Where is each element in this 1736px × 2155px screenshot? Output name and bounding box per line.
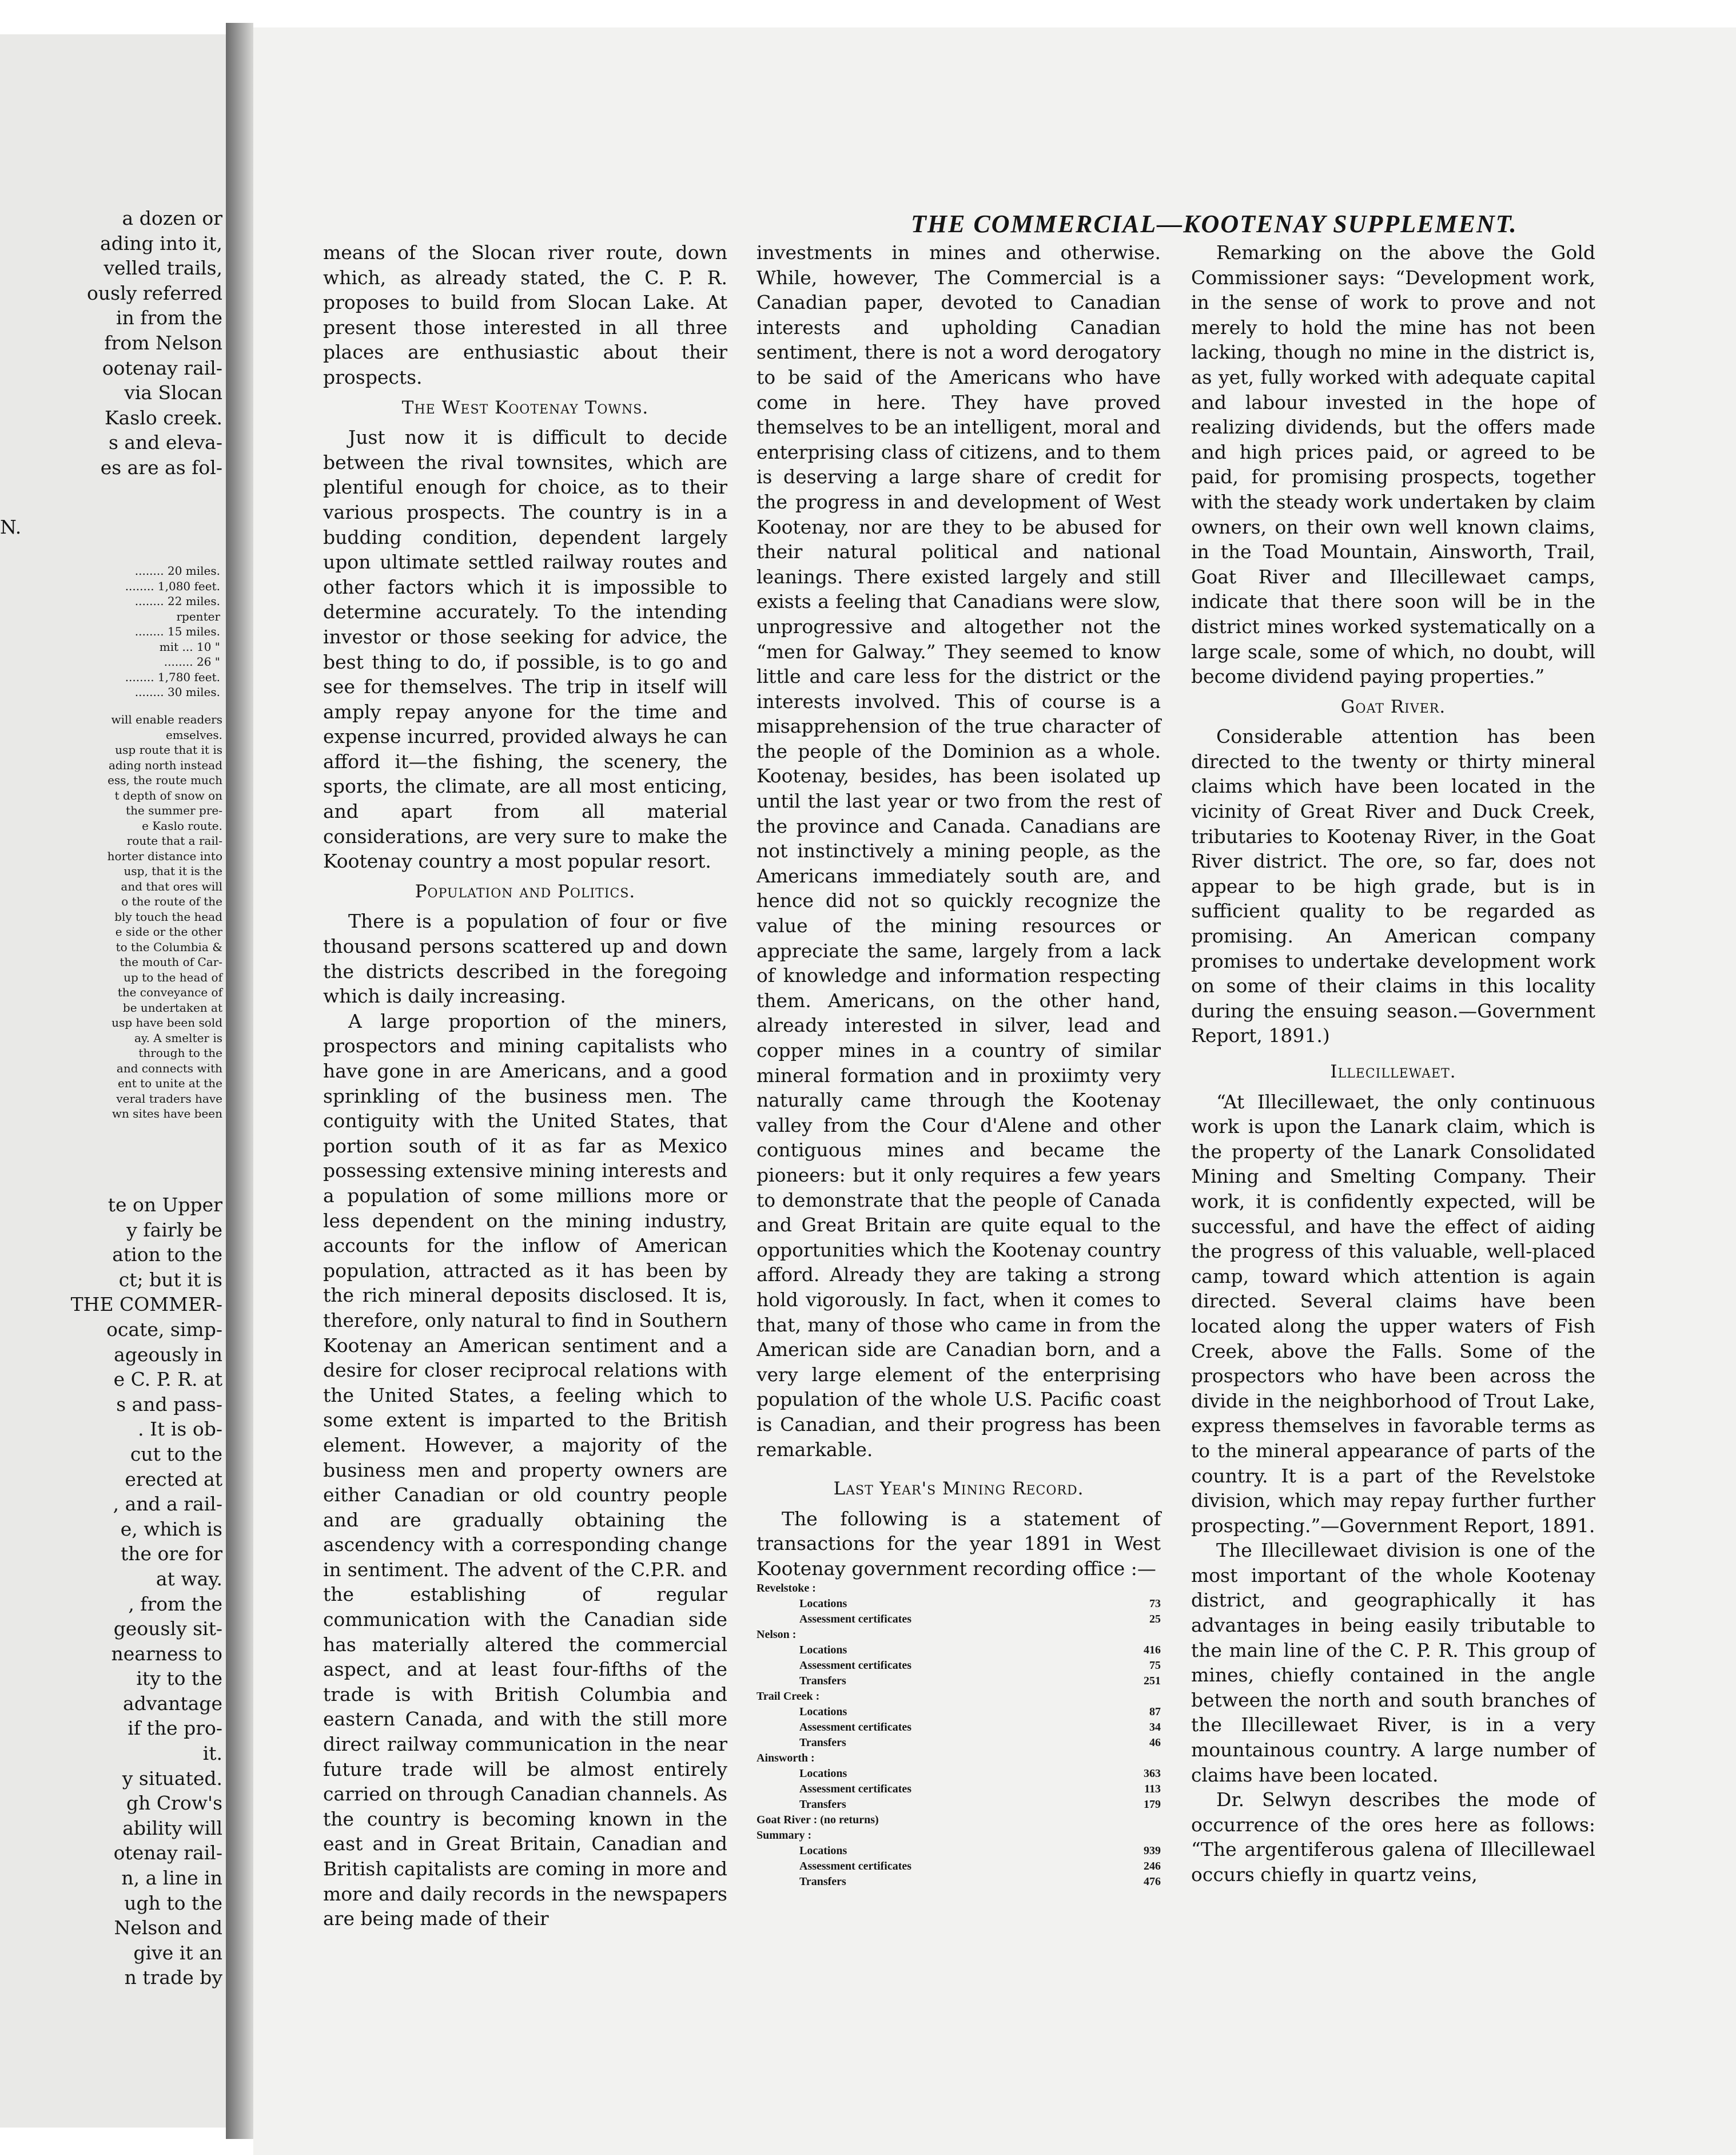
record-row (756, 1673, 1161, 1689)
left-distance-table (0, 563, 226, 700)
record-label: Assessment certificates (799, 1613, 912, 1626)
left-text-line: the mouth of Car- (120, 955, 222, 969)
left-text-line: ........ 30 miles. (134, 685, 220, 699)
record-value: 73 (1149, 1597, 1161, 1611)
left-top-column (0, 206, 226, 480)
left-text-line: , from the (128, 1592, 222, 1615)
column-3 (1191, 240, 1595, 1887)
record-label: Locations (799, 1597, 847, 1611)
left-text-line: ously referred (87, 281, 222, 304)
left-text-line: and connects with (116, 1061, 222, 1075)
left-text-line: through to the (138, 1046, 222, 1060)
record-value: 34 (1149, 1721, 1161, 1734)
heading-illecillewaet: Illecillewaet. (1330, 1061, 1456, 1082)
left-text-line: Kaslo creek. (105, 406, 222, 429)
record-group-row (756, 1627, 1161, 1643)
column-2 (756, 240, 1161, 1890)
left-text-line: ootenay rail- (102, 356, 222, 379)
col2-paragraph-2: The following is a statement of transactions for the year 1891 in West Kootenay government recording office :— (756, 1507, 1161, 1580)
left-text-line: . It is ob- (138, 1418, 222, 1441)
left-text-line: horter distance into (107, 849, 222, 863)
record-group-label: Ainsworth : (756, 1752, 815, 1765)
col1-paragraph-1: means of the Slocan river route, down which, as already stated, the C. P. R. proposes to build from Slocan Lake. At present those interested in all three places are enthusiastic about their prospects. (323, 241, 727, 388)
record-row (756, 1843, 1161, 1859)
heading-mining-record: Last Year's Mining Record. (833, 1478, 1084, 1500)
left-small-notes (0, 712, 226, 1122)
col3-paragraph-3: “At Illecillewaet, the only continuous work is upon the Lanark claim, which is the property of the Lanark Consolidated Mining and Smelting Company. Their work, it is confidently expected, will be successful, and have the effect of aiding the progress of this valuable, well-placed camp, toward which attention is again directed. Several claims have been located along the upper waters of Fish Creek, above the Falls. Some of the prospectors who have been across the divide in the neighborhood of Trout Lake, express themselves in favorable terms as to the mineral appearance of parts of the country. It is a part of the Revelstoke division, which may repay further further prospecting.”—Government Report, 1891. (1191, 1090, 1595, 1537)
left-text-line: the conveyance of (117, 985, 222, 999)
left-text-line: ity to the (136, 1667, 222, 1690)
left-text-line: , and a rail- (113, 1493, 222, 1516)
record-row (756, 1874, 1161, 1890)
record-group-label: Summary : (756, 1829, 812, 1842)
record-value: 476 (1144, 1875, 1161, 1888)
left-text-line: y fairly be (126, 1218, 222, 1241)
left-text-line: t depth of snow on (114, 788, 222, 802)
left-text-line: ........ 20 miles. (134, 564, 220, 578)
record-row (756, 1643, 1161, 1658)
left-text-line: n, a line in (121, 1867, 222, 1890)
heading-west-kootenay-towns: The West Kootenay Towns. (401, 397, 649, 418)
left-text-line: ageously in (114, 1343, 222, 1366)
left-text-line: wn sites have been (112, 1107, 222, 1120)
left-text-line: ess, the route much (107, 773, 222, 787)
record-row (756, 1735, 1161, 1751)
left-text-line: from Nelson (104, 331, 222, 354)
record-value: 113 (1144, 1783, 1161, 1796)
left-text-line: es are as fol- (100, 456, 222, 479)
left-text-line: via Slocan (124, 381, 222, 404)
left-text-line: n trade by (124, 1966, 222, 1989)
record-row (756, 1720, 1161, 1735)
left-text-line: ading into it, (100, 232, 222, 255)
record-value: 25 (1149, 1613, 1161, 1626)
record-label: Transfers (799, 1875, 846, 1888)
record-label: Assessment certificates (799, 1659, 912, 1672)
left-text-line: ocate, simp- (106, 1318, 222, 1341)
record-row (756, 1782, 1161, 1797)
left-text-line: te on Upper (107, 1194, 222, 1216)
left-text-line: the summer pre- (126, 804, 222, 817)
heading-population-politics: Population and Politics. (415, 881, 636, 902)
left-section-letter: N. (0, 516, 22, 538)
left-text-line: ability will (122, 1816, 222, 1839)
left-text-line: ........ 26 " (164, 655, 220, 669)
left-text-line: bly touch the head (114, 909, 222, 924)
left-text-line: ent to unite at the (117, 1076, 222, 1090)
record-group-row (756, 1828, 1161, 1843)
record-label: Locations (799, 1705, 847, 1719)
record-label: Assessment certificates (799, 1783, 912, 1796)
left-text-line: will enable readers (111, 713, 222, 726)
left-text-line: e C. P. R. at (113, 1368, 222, 1391)
left-text-line: ugh to the (124, 1891, 222, 1914)
page-header: THE COMMERCIAL—KOOTENAY SUPPLEMENT. (911, 210, 1518, 238)
record-value: 179 (1144, 1798, 1161, 1811)
column-1 (323, 240, 727, 1931)
col1-paragraph-4: A large proportion of the miners, prospectors and mining capitalists who have gone in are Americans, and a good sprinkling of the business men. The contiguity with the United States, that portion south of it as far as Mexico possessing extensive mining interests and a population of some millions more or less dependent on the mining industry, accounts for the inflow of American population, attracted as it has been by the rich mineral deposits disclosed. It is, therefore, only natural to find in Southern Kootenay an American sentiment and a desire for closer reciprocal relations with the United States, a feeling which to some extent is imparted to the British element. However, a majority of the business men and property owners are either Canadian or old country people and are gradually obtaining the ascendency with a corresponding change in sentiment. The advent of the C.P.R. and the establishing of regular communication with the Canadian side has materially altered the commercial aspect, and at least four-fifths of the trade is with British Columbia and eastern Canada, and with the still more direct railway communication in the near future trade will be almost entirely carried on through Canadian channels. As the country is becoming known in the east and in Great Britain, Canadian and British capitalists are coming in more and more and daily records in the newspapers are being made of their (323, 1009, 727, 1930)
left-text-line: at way. (156, 1567, 222, 1590)
main-page (253, 27, 1736, 2155)
col1-paragraph-3: There is a population of four or five thousand persons scattered up and down the districts described in the foregoing which is daily increasing. (323, 910, 727, 1008)
record-row (756, 1766, 1161, 1782)
left-text-line: e side or the other (115, 925, 222, 939)
record-group-label: Trail Creek : (756, 1690, 820, 1703)
record-label: Transfers (799, 1675, 846, 1688)
left-text-line: be undertaken at (122, 1000, 222, 1015)
left-text-line: if the pro- (128, 1717, 222, 1740)
record-row (756, 1612, 1161, 1627)
left-text-line: advantage (123, 1692, 222, 1715)
record-group-row (756, 1689, 1161, 1704)
left-text-line: rpenter (176, 609, 220, 623)
left-text-line: otenay rail- (113, 1842, 222, 1864)
col3-paragraph-2: Considerable attention has been directed to the twenty or thirty mineral claims which have been located in the vicinity of Great River and Duck Creek, tributaries to Kootenay River, in the Goat River district. The ore, so far, does not appear to be high grade, but is in sufficient quality to be regarded as promising. An American company promises to undertake development work on some of their claims in this locality during the ensuing season.—Government Report, 1891.) (1191, 725, 1595, 1047)
left-text-line: e Kaslo route. (142, 818, 222, 833)
record-group-label: Revelstoke : (756, 1582, 816, 1595)
left-page-fragment (0, 34, 226, 2128)
record-row (756, 1596, 1161, 1612)
left-text-line: Nelson and (114, 1917, 222, 1939)
left-text-line: erected at (125, 1468, 222, 1490)
left-text-line: ........ 1,780 feet. (125, 670, 220, 684)
record-label: Transfers (799, 1736, 846, 1750)
left-text-line: cut to the (130, 1442, 222, 1465)
record-value: 46 (1149, 1736, 1161, 1750)
left-text-line: s and pass- (116, 1393, 222, 1416)
record-label: Transfers (799, 1798, 846, 1811)
col3-paragraph-5: Dr. Selwyn describes the mode of occurrence of the ores here as follows: “The argentiferous galena of Illecillewael occurs chiefly in quartz veins, (1191, 1788, 1595, 1886)
record-label: Locations (799, 1767, 847, 1780)
heading-goat-river: Goat River. (1340, 696, 1446, 717)
record-value: 75 (1149, 1659, 1161, 1672)
left-text-line: give it an (133, 1941, 222, 1964)
record-value: 363 (1144, 1767, 1161, 1780)
col1-paragraph-2: Just now it is difficult to decide between the rival townsites, which are plentiful enough for choice, as to their various prospects. The country is in a budding condition, dependent largely upon ultimate settled railway routes and other factors which it is impossible to determine accurately. To the intending investor or those seeking for advice, the best thing to do, if possible, is to go and see for themselves. The trip in itself will amply repay anyone for the time and expense incurred, provided always he can afford it—the fishing, the scenery, the sports, the climate, are all most enticing, and apart from all material considerations, are very sure to make the Kootenay country a most popular resort. (323, 426, 727, 873)
left-text-line: velled trails, (103, 257, 222, 280)
left-text-line: ation to the (112, 1243, 222, 1266)
left-text-line: s and eleva- (108, 431, 222, 454)
left-text-line: route that a rail- (126, 834, 222, 848)
record-value: 246 (1144, 1860, 1161, 1873)
left-text-line: ct; but it is (118, 1268, 222, 1291)
col2-paragraph-1: investments in mines and otherwise. While, however, The Commercial is a Canadian paper, devoted to Canadian interests and upholding Canadian sentiment, there is not a word derogatory to be said of the Americans who have come in here. They have proved themselves to be an intelligent, moral and enterprising class of citizens, and to them is deserving a large share of credit for the progress in and development of West Kootenay, nor are they to be abused for their natural political and national leanings. There existed largely and still exists a feeling that Canadians were slow, unprogressive and altogether not the “men for Galway.” They seemed to know little and care less for the district or the interests involved. This of course is a misapprehension of the true character of the people of the Dominion as a whole. Kootenay, besides, has been isolated up until the last year or two from the rest of the province and Canada. Canadians are not instinctively a mining people, as the Americans immediately south are, and hence did not so quickly recognize the value of the mining resources or appreciate the same, largely from a lack of knowledge and information respecting them. Americans, on the other hand, already interested in silver, lead and copper mines in a country of similar mineral formation and in proxiimty very naturally came through the Kootenay valley from the Cour d'Alene and other contiguous mines and became the pioneers: but it only requires a few years to demonstrate that the people of Canada and Great Britain are quite equal to the opportunities which the Kootenay country afford. Already they are taking a strong hold vigorously. In fact, when it comes to that, many of those who came in from the American side are Canadian born, and a very large element of the enterprising population of the whole U.S. Pacific coast is Canadian, and their progress has been remarkable. (756, 241, 1161, 1461)
left-text-line: emselves. (165, 727, 222, 742)
left-text-line: usp have been sold (112, 1016, 222, 1029)
record-label: Assessment certificates (799, 1860, 912, 1873)
left-text-line: geously sit- (113, 1617, 222, 1640)
record-row (756, 1658, 1161, 1673)
left-text-line: gh Crow's (126, 1792, 222, 1815)
record-label: Locations (799, 1844, 847, 1858)
record-group-label: Nelson : (756, 1628, 797, 1641)
left-text-line: y situated. (122, 1767, 222, 1790)
left-text-line: THE COMMER- (70, 1293, 222, 1316)
mining-record-table (756, 1581, 1161, 1890)
col3-paragraph-4: The Illecillewaet division is one of the most important of the whole Kootenay district, and geographically it has advantages in being easily tributable to the main line of the C. P. R. This group of mines, chiefly contained in the angle between the north and south branches of the Illecillewaet River, is in a very mountainous country. A large number of claims have been located. (1191, 1539, 1595, 1786)
record-value: 939 (1144, 1844, 1161, 1858)
left-bottom-column (0, 1192, 226, 1990)
record-row (756, 1859, 1161, 1874)
record-label: Locations (799, 1644, 847, 1657)
left-text-line: veral traders have (116, 1091, 222, 1106)
left-text-line: it. (202, 1742, 222, 1765)
record-label: Assessment certificates (799, 1721, 912, 1734)
left-text-line: ........ 1,080 feet. (125, 579, 220, 593)
record-group-row (756, 1812, 1161, 1828)
left-text-line: ........ 22 miles. (134, 594, 220, 608)
record-group-row (756, 1581, 1161, 1596)
left-text-line: usp, that it is the (124, 864, 222, 878)
left-text-line: ay. A smelter is (134, 1031, 222, 1045)
left-text-line: o the route of the (121, 894, 222, 908)
left-text-line: mit ... 10 " (159, 639, 220, 654)
left-text-line: the ore for (120, 1542, 222, 1565)
left-text-line: a dozen or (122, 207, 222, 229)
left-text-line: e, which is (120, 1517, 222, 1540)
record-row (756, 1797, 1161, 1812)
left-text-line: in from the (116, 307, 222, 329)
left-text-line: up to the head of (124, 970, 222, 984)
left-text-line: usp route that it is (115, 743, 222, 757)
page-gutter-shadow (226, 23, 253, 2139)
record-value: 251 (1144, 1675, 1161, 1688)
left-text-line: to the Columbia & (116, 940, 222, 954)
record-value: 416 (1144, 1644, 1161, 1657)
col3-paragraph-1: Remarking on the above the Gold Commissioner says: “Development work, in the sense of work to prove and not merely to hold the mine has not been lacking, though no mine in the district is, as yet, fully worked with adequate capital and labour invested in the hope of realizing dividends, but the offers made and high prices paid, or agreed to be paid, for promising prospects, together with the steady work undertaken by claim owners, on their own well known claims, in the Toad Mountain, Ainsworth, Trail, Goat River and Illecillewaet camps, indicate that there soon will be in the district mines worked systematically on a large scale, some of which, no doubt, will become dividend paying properties.” (1191, 241, 1595, 688)
record-group-row (756, 1751, 1161, 1766)
left-text-line: ading north instead (108, 758, 222, 772)
record-row (756, 1704, 1161, 1720)
record-group-label: Goat River : (no returns) (756, 1814, 879, 1827)
left-text-line: nearness to (111, 1642, 222, 1665)
left-text-line: ........ 15 miles. (134, 625, 220, 638)
left-text-line: and that ores will (121, 879, 222, 893)
record-value: 87 (1149, 1705, 1161, 1719)
